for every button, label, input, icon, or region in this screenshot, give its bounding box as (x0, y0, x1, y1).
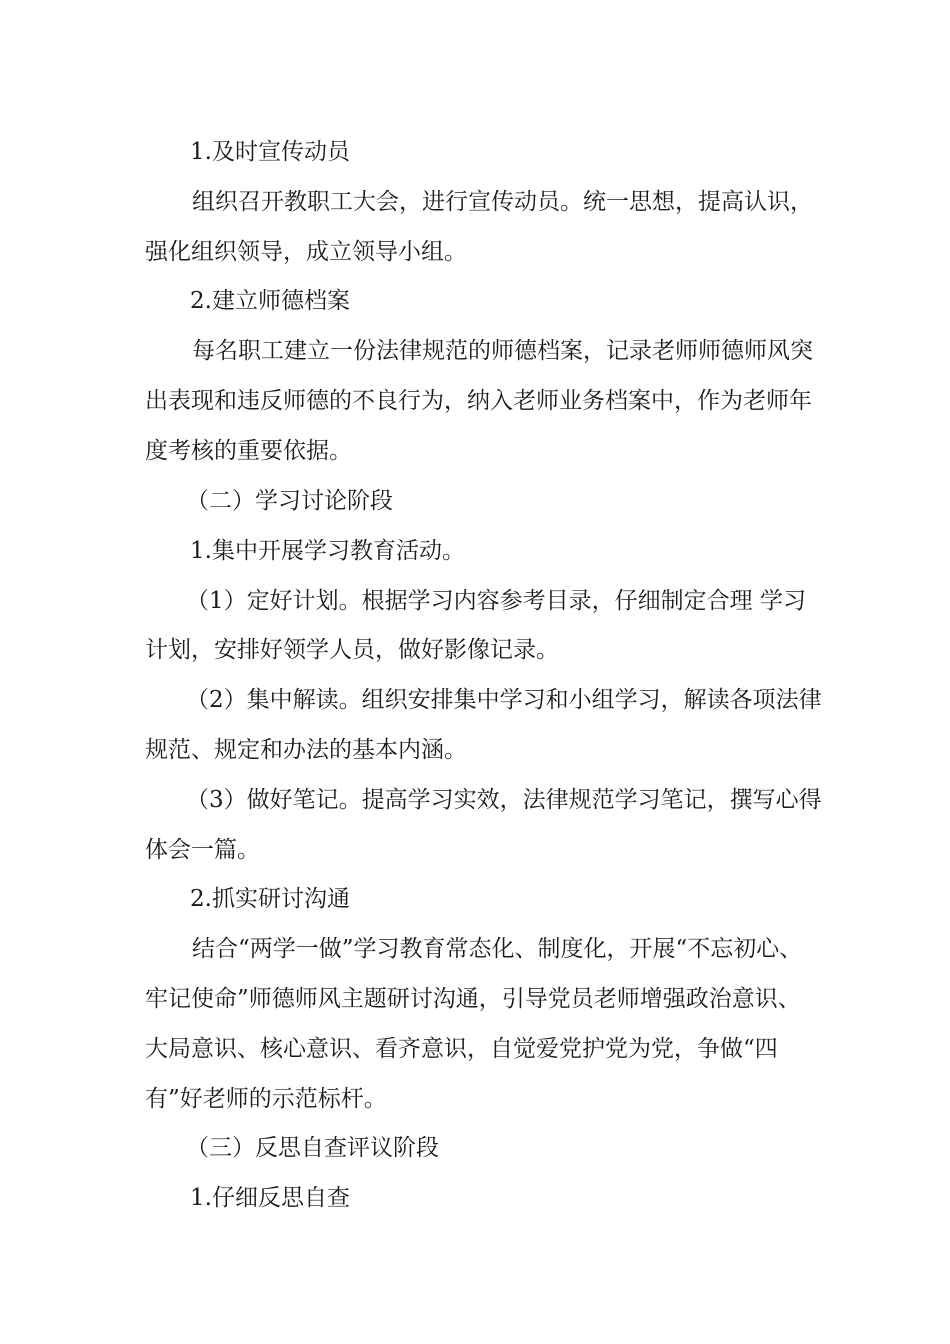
heading-teacher-ethics-file: 2.建立师德档案 (190, 288, 350, 314)
heading-centralized-study: 1.集中开展学习教育活动。 (190, 538, 465, 564)
paragraph-line: 强化组织领导，成立领导小组。 (145, 239, 467, 265)
paragraph-line: 结合“两学一做”学习教育常态化、制度化，开展“不忘初心、 (192, 936, 803, 962)
paragraph-line: 出表现和违反师德的不良行为，纳入老师业务档案中，作为老师年 (145, 388, 812, 414)
paragraph-line: （3）做好笔记。提高学习实效，法律规范学习笔记，撰写心得 (186, 787, 822, 813)
paragraph-line: 计划，安排好领学人员，做好影像记录。 (145, 637, 559, 663)
paragraph-line: （1）定好计划。根据学习内容参考目录，仔细制定合理 学习 (186, 588, 806, 614)
paragraph-line: 规范、规定和办法的基本内涵。 (145, 737, 467, 763)
paragraph-line: 体会一篇。 (145, 837, 260, 863)
paragraph-line: 每名职工建立一份法律规范的师德档案，记录老师师德师风突 (192, 338, 813, 364)
section-heading-self-reflection: （三）反思自查评议阶段 (186, 1135, 439, 1161)
paragraph-line: 有”好老师的示范标杆。 (145, 1086, 387, 1112)
paragraph-line: 组织召开教职工大会，进行宣传动员。统一思想，提高认识， (192, 189, 813, 215)
paragraph-line: 度考核的重要依据。 (145, 438, 352, 464)
heading-careful-reflection: 1.仔细反思自查 (190, 1185, 350, 1211)
paragraph-line: 大局意识、核心意识、看齐意识，自觉爱党护党为党，争做“四 (145, 1036, 778, 1062)
paragraph-line: 牢记使命”师德师风主题研讨沟通，引导党员老师增强政治意识、 (145, 986, 801, 1012)
paragraph-line: （2）集中解读。组织安排集中学习和小组学习，解读各项法律 (186, 687, 822, 713)
heading-publicity-mobilization: 1.及时宣传动员 (190, 139, 350, 165)
section-heading-study-discussion: （二）学习讨论阶段 (186, 488, 393, 514)
heading-research-communication: 2.抓实研讨沟通 (190, 886, 350, 912)
